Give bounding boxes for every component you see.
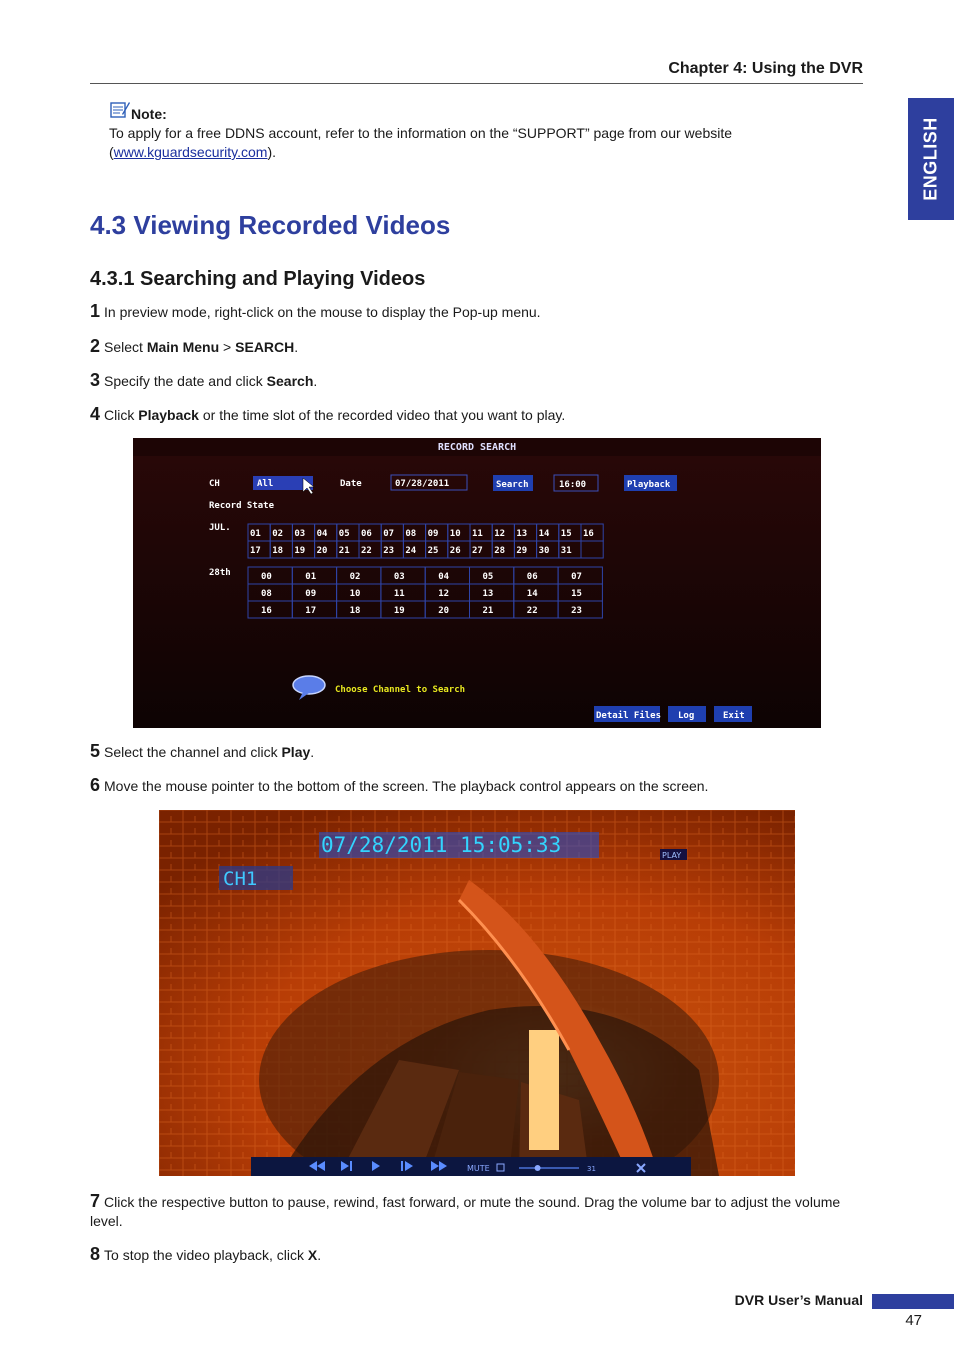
hour-label-text: 08 xyxy=(261,589,272,599)
volume-value: 31 xyxy=(587,1165,596,1173)
hour-label-text: 03 xyxy=(393,572,405,582)
day-label-text: 03 xyxy=(294,529,306,539)
hour-label-text: 09 xyxy=(305,589,317,599)
mute-label: MUTE xyxy=(467,1164,490,1173)
search-button-label: Search xyxy=(496,480,529,490)
day-label-text: 17 xyxy=(250,546,261,556)
page-number: 47 xyxy=(905,1312,922,1329)
day-label-text: 29 xyxy=(516,546,528,556)
hour-label-text: 07 xyxy=(571,572,582,582)
hour-label-text: 02 xyxy=(349,572,361,582)
day-label-text: 26 xyxy=(449,546,461,556)
day-label-text: 25 xyxy=(427,546,439,556)
hour-label-text: 22 xyxy=(526,606,538,616)
ch-value: All xyxy=(257,479,274,489)
date-label: Date xyxy=(340,479,362,489)
exit-button-label: Exit xyxy=(723,711,745,721)
hint-text: Choose Channel to Search xyxy=(335,685,466,695)
hour-label-text: 16 xyxy=(261,606,272,616)
day-label-text: 27 xyxy=(472,546,483,556)
website-link[interactable]: www.kguardsecurity.com xyxy=(113,144,268,160)
playback-screenshot xyxy=(159,810,795,1176)
hour-label-text: 00 xyxy=(261,572,272,582)
hour-label-text: 05 xyxy=(482,572,494,582)
day-label-text: 28 xyxy=(494,546,506,556)
day-label-text: 22 xyxy=(361,546,372,556)
hour-label-text: 14 xyxy=(526,589,538,599)
day-label-text: 06 xyxy=(361,529,372,539)
volume-handle[interactable] xyxy=(535,1165,541,1171)
day-label-text: 16 xyxy=(583,529,594,539)
day-label-text: 04 xyxy=(316,529,328,539)
note-text: To apply for a free DDNS account, refer to the information on the “SUPPORT” page from our website (www.kguardsecurity.com). xyxy=(109,125,733,160)
hour-label-text: 20 xyxy=(438,606,450,616)
date-value: 07/28/2011 xyxy=(395,479,450,489)
day-label-text: 11 xyxy=(472,529,483,539)
day-label-text: 14 xyxy=(538,529,550,539)
subsection-title: 4.3.1 Searching and Playing Videos xyxy=(90,268,426,290)
step-7: 7 Click the respective button to pause, rewind, fast forward, or mute the sound. Drag the volume bar to adjust the volume level. xyxy=(90,1191,841,1229)
day-label: 28th xyxy=(209,568,231,578)
playback-timestamp: 07/28/2011 15:05:33 xyxy=(321,833,562,857)
day-label-text: 10 xyxy=(449,529,461,539)
chapter-header: Chapter 4: Using the DVR xyxy=(668,60,863,77)
hour-label-text: 15 xyxy=(571,589,582,599)
note-label: Note: xyxy=(131,106,167,122)
step-8: 8 To stop the video playback, click X. xyxy=(90,1244,322,1264)
hour-label-text: 13 xyxy=(482,589,494,599)
time-value: 16:00 xyxy=(559,480,587,490)
detail-files-label: Detail Files xyxy=(596,711,662,721)
note-icon xyxy=(108,100,130,120)
hour-label-text: 06 xyxy=(526,572,538,582)
status-text: PLAY xyxy=(662,851,682,860)
day-label-text: 15 xyxy=(560,529,572,539)
day-label-text: 20 xyxy=(316,546,328,556)
language-tab xyxy=(908,98,954,220)
day-label-text: 02 xyxy=(272,529,284,539)
day-label-text: 31 xyxy=(560,546,572,556)
month-label: JUL. xyxy=(209,523,231,533)
section-title: 4.3 Viewing Recorded Videos xyxy=(90,210,451,240)
header-divider xyxy=(90,83,863,84)
day-label-text: 09 xyxy=(427,529,439,539)
playback-button-label: Playback xyxy=(627,480,671,490)
day-label-text: 23 xyxy=(383,546,395,556)
step-3: 3 Specify the date and click Search. xyxy=(90,370,318,390)
day-label-text: 08 xyxy=(405,529,417,539)
ch-label: CH xyxy=(209,479,220,489)
language-tab-label: ENGLISH xyxy=(920,117,941,201)
day-label-text: 07 xyxy=(383,529,395,539)
hour-label-text: 23 xyxy=(571,606,582,616)
hour-label-text: 04 xyxy=(438,572,450,582)
hour-label-text: 18 xyxy=(349,606,361,616)
step-5: 5 Select the channel and click Play. xyxy=(90,741,315,761)
day-label-text: 01 xyxy=(250,529,261,539)
day-label-text: 30 xyxy=(538,546,550,556)
hour-label-text: 17 xyxy=(305,606,317,616)
hour-label-text: 01 xyxy=(305,572,317,582)
step-2: 2 Select Main Menu > SEARCH. xyxy=(90,336,299,356)
record-search-screenshot xyxy=(133,438,821,728)
hour-label-text: 12 xyxy=(438,589,450,599)
day-label-text: 12 xyxy=(494,529,506,539)
record-state-label: Record State xyxy=(209,501,275,511)
step-4: 4 Click Playback or the time slot of the recorded video that you want to play. xyxy=(90,404,566,424)
channel-label: CH1 xyxy=(223,868,258,890)
day-label-text: 05 xyxy=(338,529,350,539)
hour-label-text: 11 xyxy=(393,589,405,599)
step-1: 1 In preview mode, right-click on the mouse to display the Pop-up menu. xyxy=(90,301,541,321)
record-search-title: RECORD SEARCH xyxy=(437,442,517,453)
day-label-text: 18 xyxy=(272,546,284,556)
log-button-label: Log xyxy=(678,711,695,721)
step-6: 6 Move the mouse pointer to the bottom of the screen. The playback control appears on the screen. xyxy=(90,775,709,795)
footer-bar xyxy=(872,1294,954,1309)
day-label-text: 24 xyxy=(405,546,417,556)
hour-label-text: 10 xyxy=(349,589,361,599)
day-label-text: 21 xyxy=(338,546,350,556)
day-label-text: 13 xyxy=(516,529,528,539)
hour-label-text: 21 xyxy=(482,606,494,616)
day-label-text: 19 xyxy=(294,546,306,556)
hour-label-text: 19 xyxy=(393,606,405,616)
manual-title: DVR User’s Manual xyxy=(734,1292,863,1308)
